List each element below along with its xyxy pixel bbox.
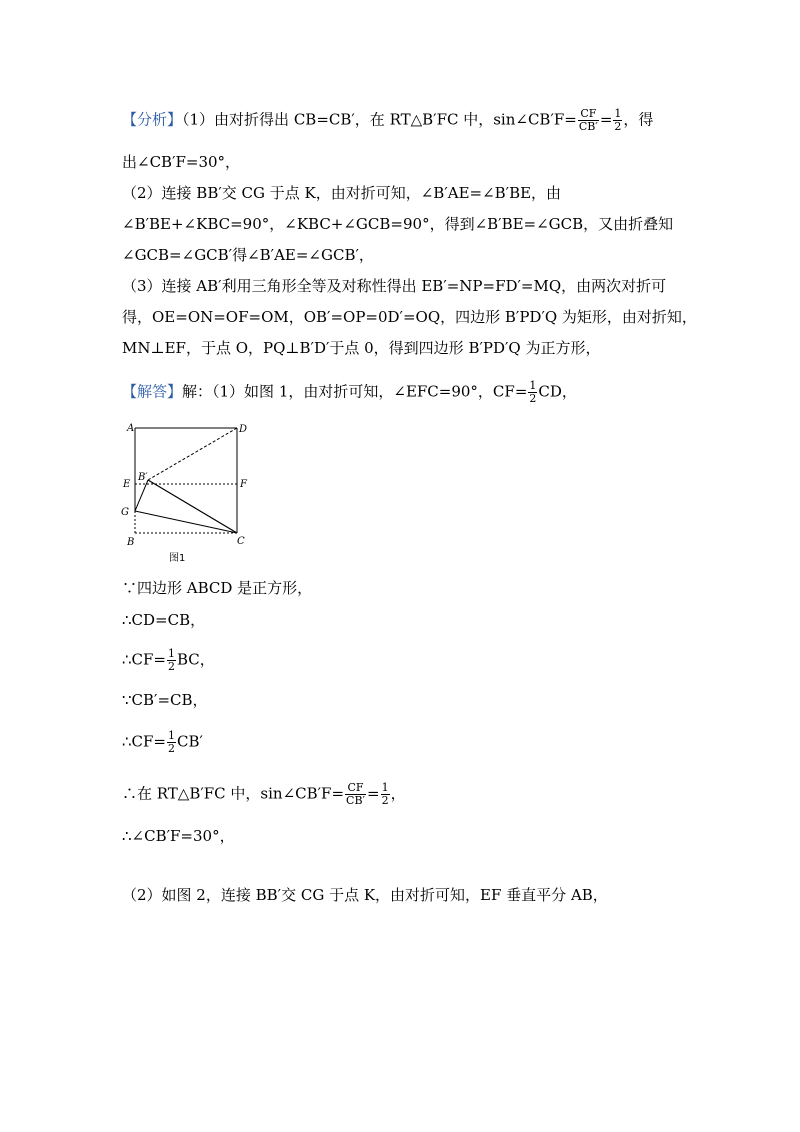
segment-BprimeD [148, 428, 237, 480]
solution-part-2: （2）如图 2，连接 BB′交 CG 于点 K，由对折可知，EF 垂直平分 AB， [122, 886, 608, 904]
fraction: $\frac{1}{2}$ [381, 781, 389, 807]
solution-step-5: ∴CF= $\frac{1}{2}$ CB′ [122, 729, 203, 755]
segment-GBprime [135, 480, 148, 511]
segment-GC [135, 511, 237, 533]
fraction: $\frac{1}{2}$ [529, 379, 537, 405]
label-D: D [239, 424, 248, 435]
label-A: A [127, 423, 135, 434]
analysis-line-2: 出∠CB′F=30°， [122, 153, 241, 171]
fraction: $\frac{CF}{CB'}$ [346, 781, 366, 807]
fraction: $\frac{1}{2}$ [168, 729, 175, 755]
fraction: $\frac{1}{2}$ [614, 107, 622, 133]
analysis-line-4: ∠B′BE+∠KBC=90°，∠KBC+∠GCB=90°，得到∠B′BE=∠GCB，又由折叠知 [122, 215, 674, 233]
fraction: $\frac{1}{2}$ [168, 647, 175, 673]
label-E: E [123, 479, 131, 490]
analysis-line-8: MN⊥EF，于点 O，PQ⊥B′D′于点 0，得到四边形 B′PD′Q 为正方形， [122, 339, 601, 357]
solution-step-2: ∴CD=CB， [122, 611, 206, 629]
segment-BprimeC [148, 480, 237, 533]
analysis-line-1: 【分析】（1）由对折得出 CB=CB′，在 RT△B′FC 中，sin∠CB′F= $\frac{CF}{CB'}$ = $\frac{1}{2}$ ，得 [122, 107, 654, 133]
solution-step-6: ∴在 RT△B′FC 中，sin∠CB′F= $\frac{CF}{CB'}$ = $\frac{1}{2}$ ， [122, 781, 406, 807]
label-C: C [237, 536, 245, 547]
analysis-line-5: ∠GCB=∠GCB′得∠B′AE=∠GCB′， [122, 246, 374, 264]
solution-tag: 【解答】 [122, 382, 183, 401]
label-F: F [240, 479, 247, 490]
analysis-tag: 【分析】 [122, 110, 183, 129]
label-B-prime: B′ [138, 472, 148, 483]
analysis-line-7: 得，OE=ON=OF=OM，OB′=OP=0D′=OQ，四边形 B′PD′Q 为矩形，由对折知， [122, 308, 697, 326]
label-G: G [121, 507, 129, 518]
figure-1 [115, 418, 260, 568]
solution-line-1: 【解答】解：（1）如图 1，由对折可知，∠EFC=90°，CF= $\frac{1}{2}$ CD， [122, 379, 577, 405]
figure-caption: 图1 [169, 553, 186, 564]
solution-step-1: ∵四边形 ABCD 是正方形， [122, 579, 313, 597]
fraction: $\frac{CF}{CB'}$ [578, 107, 598, 133]
solution-step-7: ∴∠CB′F=30°， [122, 827, 235, 845]
analysis-line-3: （2）连接 BB′交 CG 于点 K，由对折可知，∠B′AE=∠B′BE，由 [122, 184, 562, 202]
analysis-line-6: （3）连接 AB′利用三角形全等及对称性得出 EB′=NP=FD′=MQ，由两次对折可 [122, 277, 667, 295]
solution-step-4: ∵CB′=CB， [122, 691, 208, 709]
analysis-text: （1）由对折得出 CB=CB′，在 RT△B′FC 中，sin∠CB′F= [182, 110, 577, 129]
solution-step-3: ∴CF= $\frac{1}{2}$ BC， [122, 647, 215, 673]
label-B: B [127, 537, 135, 548]
